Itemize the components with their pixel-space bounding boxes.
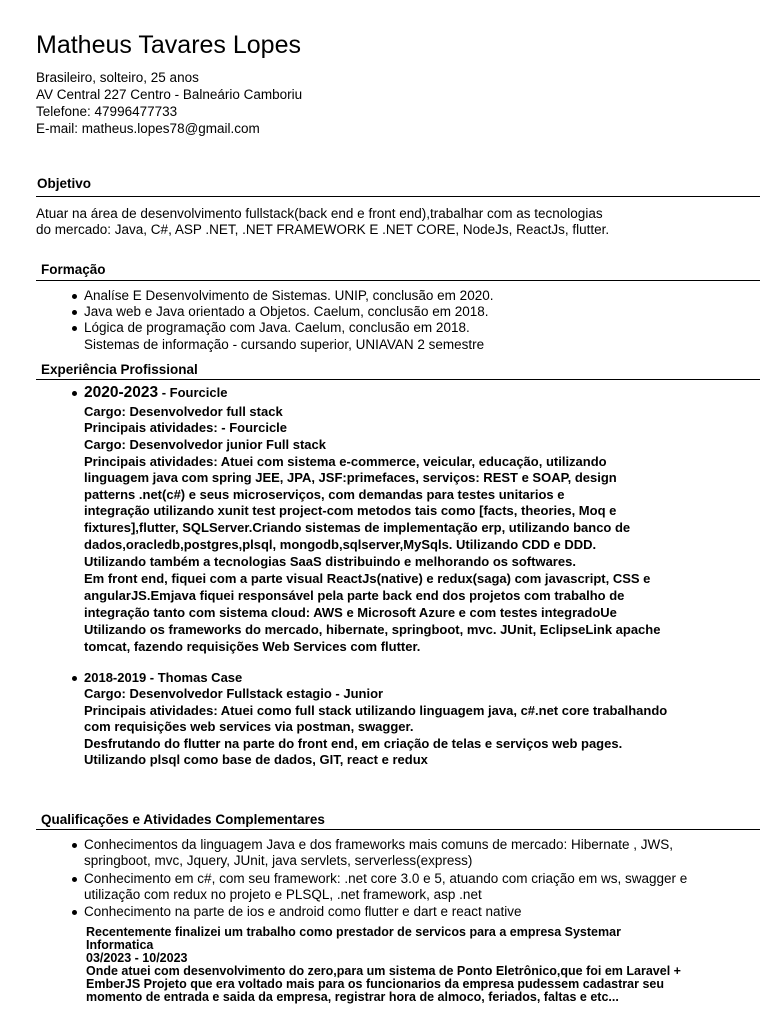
job-line: Utilizando plsql como base de dados, GIT, react e redux (84, 752, 428, 767)
section-title-objetivo: Objetivo (37, 176, 92, 191)
section-divider (36, 829, 760, 830)
recent-line: momento de entrada e saida da empresa, registrar hora de almoco, feriados, faltas e etc... (86, 990, 619, 1004)
section-title-qualificacoes: Qualificações e Atividades Complementares (41, 812, 325, 827)
job-header: 2018-2019 - Thomas Case (84, 670, 243, 685)
job-years: 2020-2023 (84, 384, 159, 401)
job-line: Utilizando os frameworks do mercado, hibernate, springboot, mvc. JUnit, EclipseLink apache (84, 622, 661, 637)
job-line: Principais atividades: Atuei com sistema e-commerce, veicular, educação, utilizando (84, 454, 607, 469)
section-divider (36, 379, 760, 380)
job-line: integração utilizando xunit test project-com metodos tais como [facts, theories, Moq e (84, 503, 617, 518)
objetivo-line: Atuar na área de desenvolvimento fullstack(back end e front end),trabalhar com as tecnologias (36, 206, 603, 221)
list-item-extra: Sistemas de informação - cursando superior, UNIAVAN 2 semestre (84, 337, 485, 352)
recent-line: Informatica (86, 938, 154, 952)
job-line: Principais atividades: Atuei como full stack utilizando linguagem java, c#.net core trabalhando (84, 703, 668, 718)
job-line: dados,oracledb,postgres,plsql, mongodb,sqlserver,MySqls. Utilizando CDD e DDD. (84, 537, 597, 552)
list-item-cont: utilização com redux no projeto e PLSQL, .net framework, asp .net (84, 887, 482, 902)
list-item: Conhecimento na parte de ios e android como flutter e dart e react native (84, 904, 522, 919)
recent-line: Onde atuei com desenvolvimento do zero,para um sistema de Ponto Eletrônico,que foi em Laravel + (86, 964, 681, 978)
info-line: Telefone: 47996477733 (36, 104, 178, 119)
recent-line: Recentemente finalizei um trabalho como prestador de servicos para a empresa Systemar (86, 925, 621, 939)
list-item-cont: springboot, mvc, Jquery, JUnit, java servlets, serverless(express) (84, 853, 473, 868)
list-item: Java web e Java orientado a Objetos. Caelum, conclusão em 2018. (84, 304, 489, 319)
job-line: Desfrutando do flutter na parte do front end, em criação de telas e serviços web pages. (84, 736, 623, 751)
section-divider (36, 280, 760, 281)
objetivo-line: do mercado: Java, C#, ASP .NET, .NET FRAMEWORK E .NET CORE, NodeJs, ReactJs, flutter. (36, 222, 610, 237)
job-line: Cargo: Desenvolvedor full stack (84, 404, 283, 419)
section-title-experiencia: Experiência Profissional (41, 362, 198, 377)
job-header (84, 385, 227, 402)
job-line: Principais atividades: - Fourcicle (84, 420, 288, 435)
job-company: - Fourcicle (158, 385, 228, 400)
list-item: Conhecimento em c#, com seu framework: .net core 3.0 e 5, atuando com criação em ws, swagger e (84, 871, 688, 886)
info-line: E-mail: matheus.lopes78@gmail.com (36, 121, 260, 136)
job-line: tomcat, fazendo requisições Web Services com flutter. (84, 639, 421, 654)
section-divider (36, 196, 760, 197)
job-line: Cargo: Desenvolvedor junior Full stack (84, 437, 326, 452)
list-item: Analíse E Desenvolvimento de Sistemas. UNIP, conclusão em 2020. (84, 288, 494, 303)
candidate-name: Matheus Tavares Lopes (36, 31, 301, 59)
section-title-formacao: Formação (41, 262, 106, 277)
recent-line: EmberJS Projeto que era voltado mais para os funcionarios da empresa pudessem cadastrar seu (86, 977, 664, 991)
recent-line: 03/2023 - 10/2023 (86, 951, 188, 965)
job-line: fixtures],flutter, SQLServer.Criando sistemas de implementação erp, utilizando banco de (84, 520, 631, 535)
job-line: linguagem java com spring JEE, JPA, JSF:primefaces, serviços: REST e SOAP, design (84, 470, 617, 485)
job-line: com requisições web services via postman, swagger. (84, 719, 414, 734)
job-line: integração tanto com sistema cloud: AWS e Microsoft Azure e com testes integradoUe (84, 605, 617, 620)
job-line: Utilizando também a tecnologias SaaS distribuindo e melhorando os softwares. (84, 554, 576, 569)
job-line: patterns .net(c#) e seus microserviços, com demandas para testes unitarios e (84, 487, 565, 502)
job-line: Em front end, fiquei com a parte visual ReactJs(native) e redux(saga) com javascript, CSS e (84, 571, 651, 586)
info-line: Brasileiro, solteiro, 25 anos (36, 70, 199, 85)
list-item: Lógica de programação com Java. Caelum, conclusão em 2018. (84, 320, 470, 335)
list-item: Conhecimentos da linguagem Java e dos frameworks mais comuns de mercado: Hibernate , JWS, (84, 837, 674, 852)
job-line: Cargo: Desenvolvedor Fullstack estagio - Junior (84, 686, 384, 701)
info-line: AV Central 227 Centro - Balneário Camboriu (36, 87, 303, 102)
job-line: angularJS.Emjava fiquei responsável pela parte back end dos projetos com trabalho de (84, 588, 625, 603)
